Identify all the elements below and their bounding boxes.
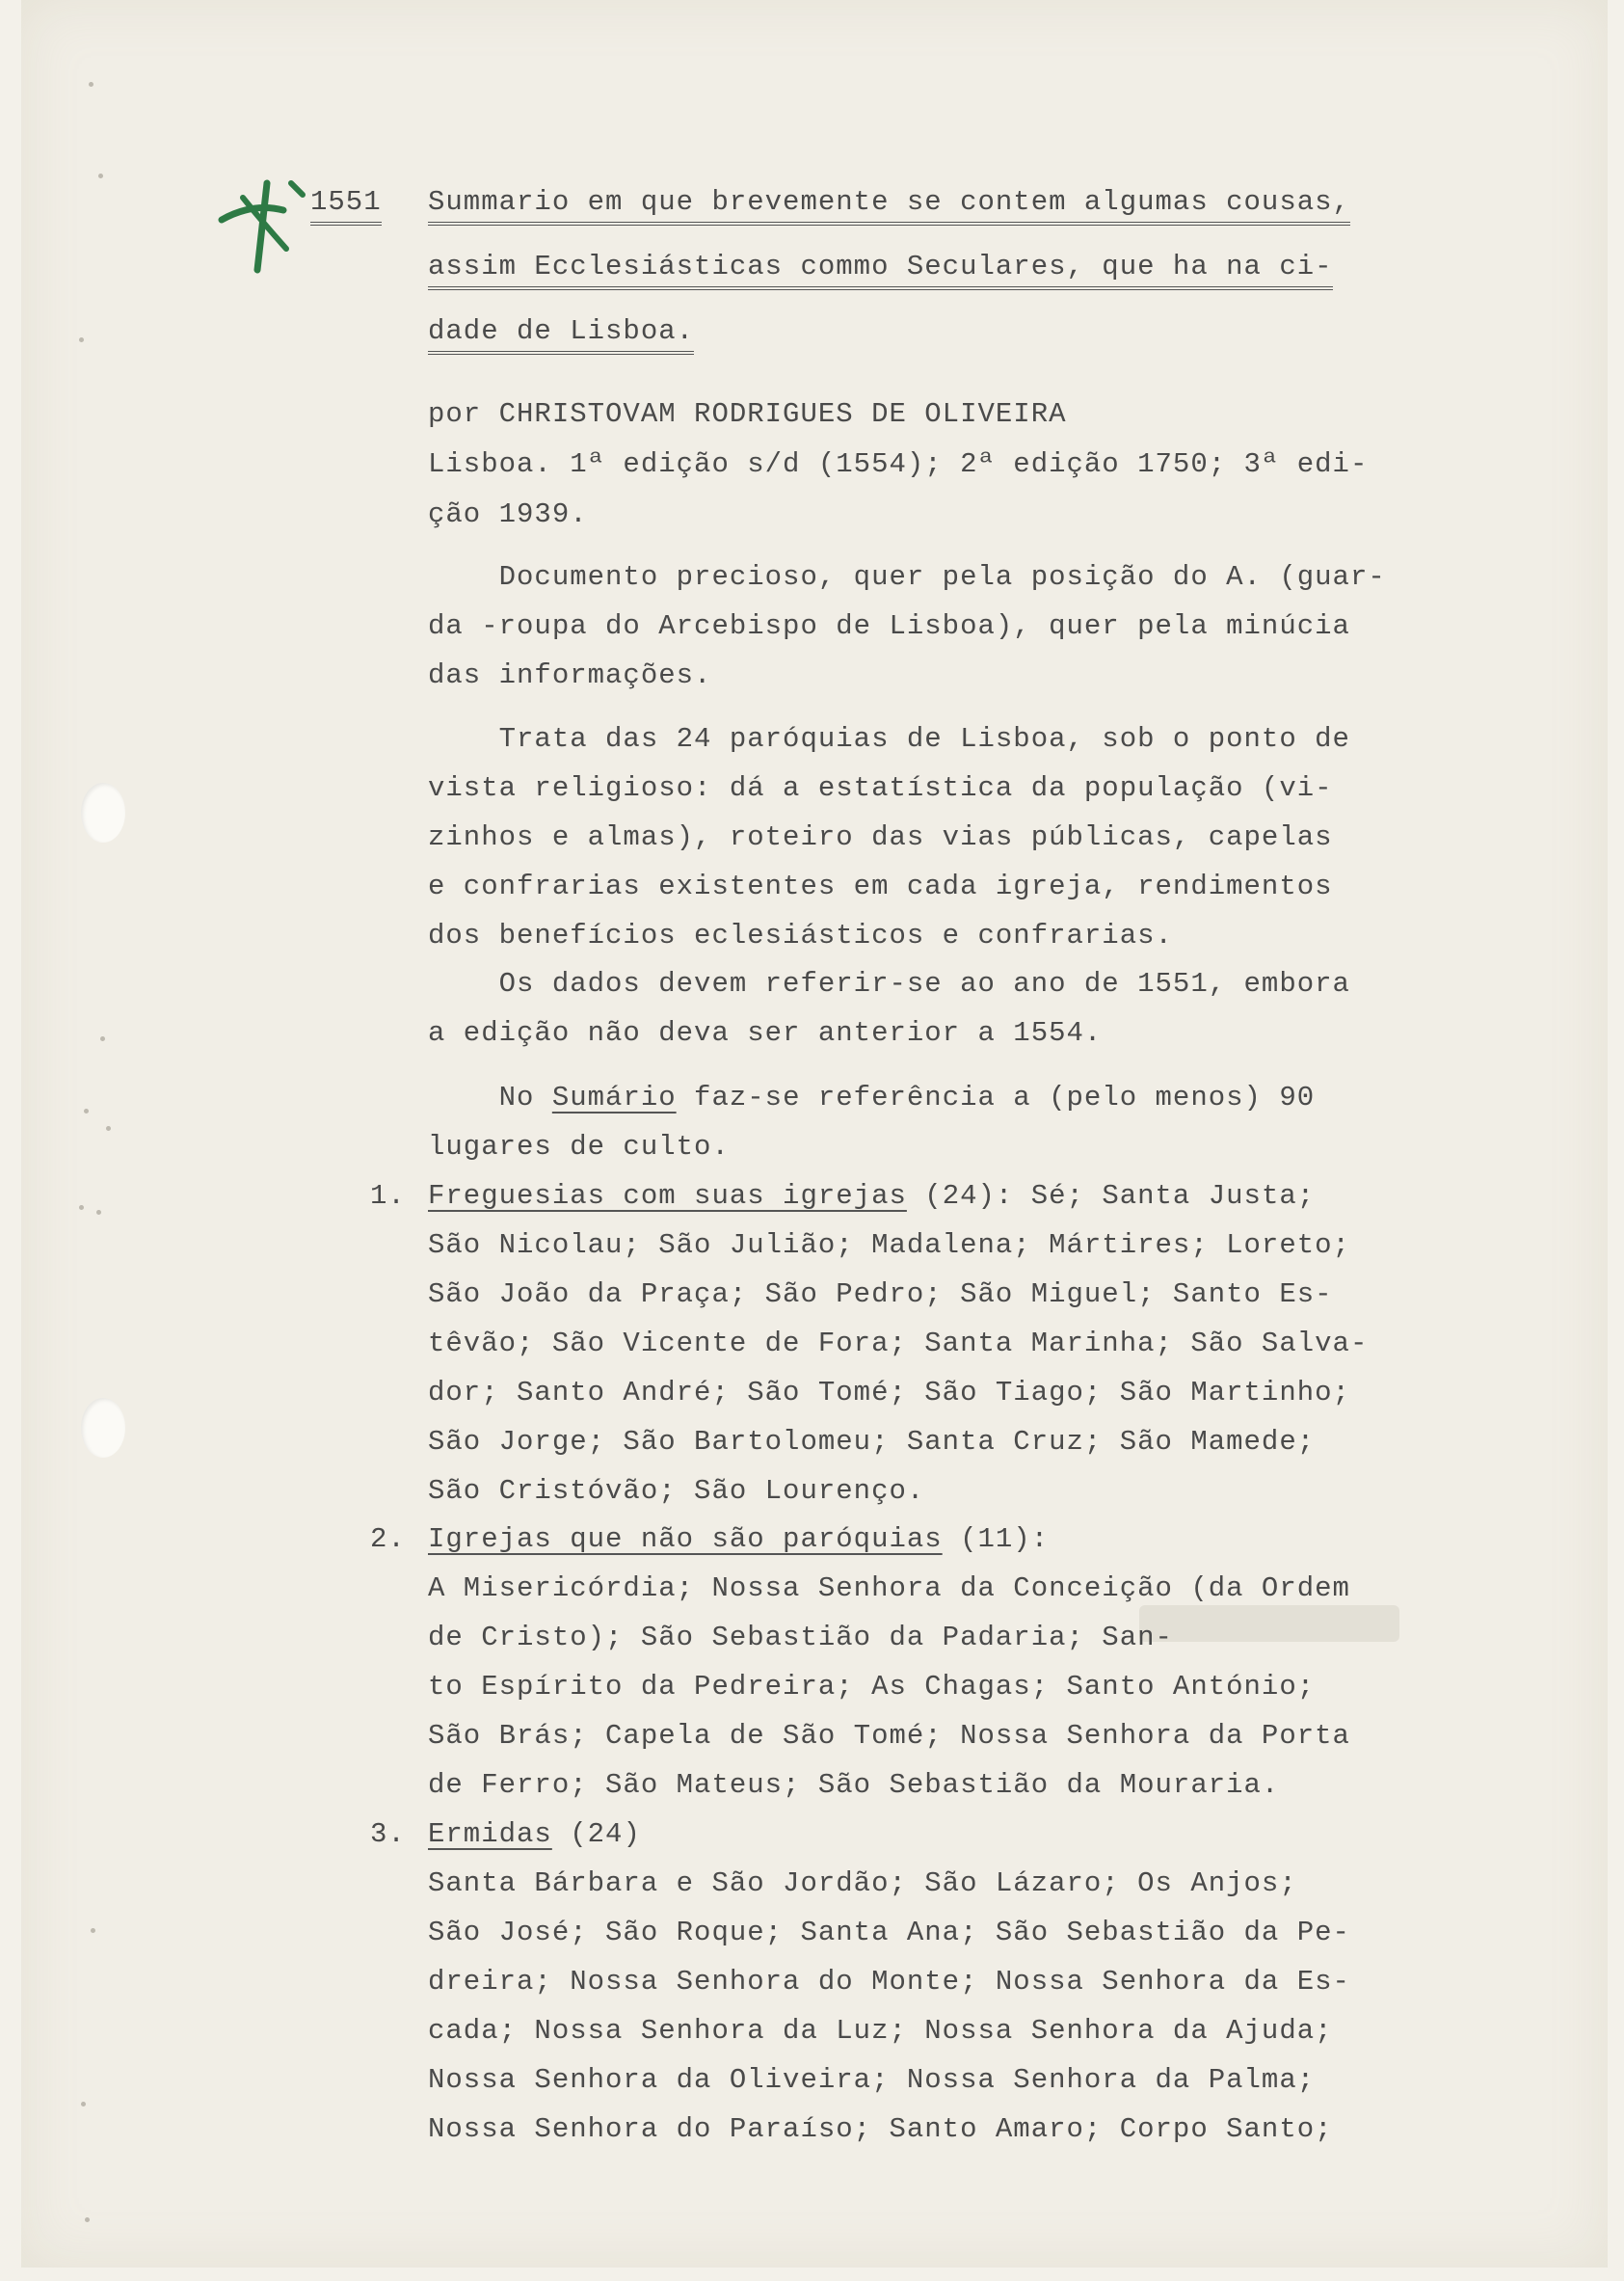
paragraph-1-line-2: da -roupa do Arcebispo de Lisboa), quer pela minúcia: [428, 610, 1350, 642]
list-item-2-line-2: de Cristo); São Sebastião da Padaria; San-: [428, 1622, 1173, 1653]
list-item-3-line-5: Nossa Senhora da Oliveira; Nossa Senhora da Palma;: [428, 2064, 1316, 2096]
correction-smudge: [1139, 1605, 1399, 1642]
list-item-3-count: (24): [551, 1818, 641, 1850]
list-item-3-number: 3.: [370, 1818, 406, 1850]
list-item-2-number: 2.: [370, 1523, 406, 1555]
paragraph-3-line-2: a edição não deva ser anterior a 1554.: [428, 1017, 1103, 1049]
list-item-3-header: [428, 1820, 641, 1848]
list-item-2-line-1: A Misericórdia; Nossa Senhora da Conceição (da Ordem: [428, 1572, 1350, 1604]
speck: [98, 174, 103, 178]
list-item-1-line-4: dor; Santo André; São Tomé; São Tiago; São Martinho;: [428, 1377, 1350, 1409]
asterisk-mark-icon: [214, 174, 310, 280]
punch-hole-top: [81, 783, 125, 843]
title-line-2: assim Ecclesiásticas commo Seculares, que ha na ci-: [428, 253, 1333, 290]
speck: [79, 1205, 84, 1210]
list-item-2-line-3: to Espírito da Pedreira; As Chagas; Santo António;: [428, 1671, 1316, 1703]
speck: [89, 82, 93, 87]
list-item-3-line-6: Nossa Senhora do Paraíso; Santo Amaro; Corpo Santo;: [428, 2113, 1333, 2145]
paragraph-4-prefix: No: [428, 1082, 552, 1114]
list-item-3-heading: Ermidas: [428, 1818, 552, 1850]
list-item-1-count: (24): Sé; Santa Justa;: [906, 1180, 1316, 1212]
list-item-1-line-3: têvão; São Vicente de Fora; Santa Marinha; São Salva-: [428, 1328, 1369, 1359]
list-item-1-line-6: São Cristóvão; São Lourenço.: [428, 1475, 925, 1507]
list-item-1-heading: Freguesias com suas igrejas: [428, 1180, 907, 1212]
list-item-1-header: [428, 1182, 1315, 1210]
paragraph-1-line-3: das informações.: [428, 659, 712, 691]
entry-year: 1551: [310, 188, 382, 226]
paragraph-3-line-1: Os dados devem referir-se ao ano de 1551, embora: [428, 968, 1350, 1000]
list-item-2-line-4: São Brás; Capela de São Tomé; Nossa Senhora da Porta: [428, 1720, 1350, 1752]
list-item-3-line-1: Santa Bárbara e São Jordão; São Lázaro; Os Anjos;: [428, 1867, 1297, 1899]
list-item-2-header: [428, 1525, 1049, 1553]
punch-hole-bottom: [81, 1398, 125, 1458]
list-item-2-count: (11):: [942, 1523, 1050, 1555]
paragraph-4-line-2: lugares de culto.: [428, 1131, 730, 1163]
title-line-3: dade de Lisboa.: [428, 317, 694, 355]
list-item-1-line-5: São Jorge; São Bartolomeu; Santa Cruz; São Mamede;: [428, 1426, 1316, 1458]
list-item-2-line-5: de Ferro; São Mateus; São Sebastião da Mouraria.: [428, 1769, 1280, 1801]
edition-line-1: Lisboa. 1ª edição s/d (1554); 2ª edição 1750; 3ª edi-: [428, 448, 1369, 480]
paragraph-4-rest: faz-se referência a (pelo menos) 90: [676, 1082, 1316, 1114]
edition-line-2: ção 1939.: [428, 498, 588, 530]
speck: [96, 1210, 101, 1215]
list-item-2-heading: Igrejas que não são paróquias: [428, 1523, 943, 1555]
speck: [106, 1126, 111, 1131]
speck: [100, 1036, 105, 1041]
paragraph-2-line-2: vista religioso: dá a estatística da população (vi-: [428, 772, 1333, 804]
list-item-3-line-3: dreira; Nossa Senhora do Monte; Nossa Senhora da Es-: [428, 1966, 1350, 1998]
document-page: [21, 0, 1608, 2268]
paragraph-2-line-1: Trata das 24 paróquias de Lisboa, sob o ponto de: [428, 723, 1350, 755]
paragraph-2-line-5: dos benefícios eclesiásticos e confrarias.: [428, 920, 1173, 952]
paragraph-4-line-1: [428, 1084, 1315, 1112]
speck: [91, 1928, 95, 1933]
title-line-1: Summario em que brevemente se contem algumas cousas,: [428, 188, 1350, 226]
list-item-1-line-1: São Nicolau; São Julião; Madalena; Mártires; Loreto;: [428, 1229, 1350, 1261]
speck: [84, 1109, 89, 1114]
author-line: por CHRISTOVAM RODRIGUES DE OLIVEIRA: [428, 398, 1067, 430]
paragraph-1-line-1: Documento precioso, quer pela posição do A. (guar-: [428, 561, 1386, 593]
list-item-1-line-2: São João da Praça; São Pedro; São Miguel; Santo Es-: [428, 1278, 1333, 1310]
list-item-1-number: 1.: [370, 1180, 406, 1212]
paragraph-2-line-3: zinhos e almas), roteiro das vias públicas, capelas: [428, 821, 1333, 853]
paragraph-2-line-4: e confrarias existentes em cada igreja, rendimentos: [428, 871, 1333, 902]
speck: [81, 2102, 86, 2107]
list-item-3-line-2: São José; São Roque; Santa Ana; São Sebastião da Pe-: [428, 1917, 1350, 1948]
speck: [85, 2217, 90, 2222]
paragraph-4-underlined: Sumário: [551, 1082, 677, 1114]
list-item-3-line-4: cada; Nossa Senhora da Luz; Nossa Senhora da Ajuda;: [428, 2015, 1333, 2047]
speck: [79, 337, 84, 342]
